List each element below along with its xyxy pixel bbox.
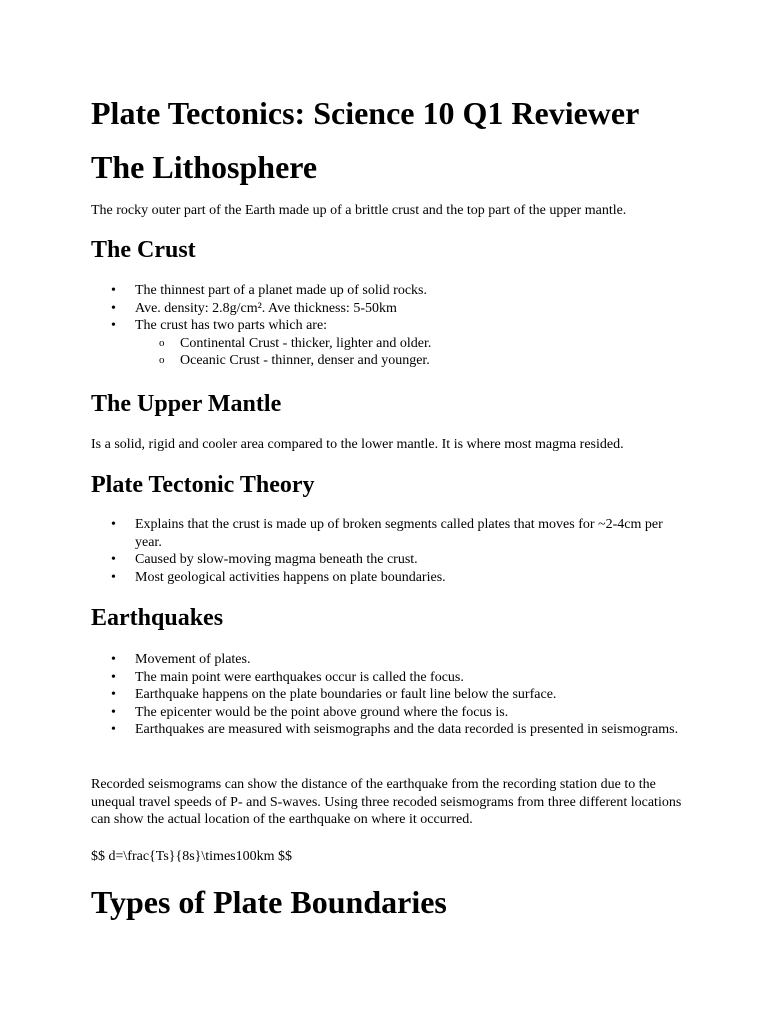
list-item: • Earthquakes are measured with seismographs and the data recorded is presented in seismograms.	[91, 721, 681, 739]
list-item-label: The crust has two parts which are:	[135, 318, 328, 333]
document-title: Plate Tectonics: Science 10 Q1 Reviewer	[91, 95, 640, 131]
upper-mantle-paragraph: Is a solid, rigid and cooler area compared to the lower mantle. It is where most magma resided.	[91, 437, 624, 452]
list-item: • Caused by slow-moving magma beneath the crust.	[91, 551, 681, 569]
section-heading-plate-tectonic-theory: Plate Tectonic Theory	[91, 472, 315, 498]
list-item: • The epicenter would be the point above ground where the focus is.	[91, 704, 681, 722]
theory-list	[91, 516, 681, 586]
list-item: • The main point were earthquakes occur is called the focus.	[91, 669, 681, 687]
distance-formula: $$ d=\frac{Ts}{8s}\times100km $$	[91, 849, 292, 864]
list-item: • Earthquake happens on the plate boundaries or fault line below the surface.	[91, 686, 681, 704]
section-heading-plate-boundaries: Types of Plate Boundaries	[91, 884, 447, 920]
list-item: • Most geological activities happens on plate boundaries.	[91, 569, 681, 587]
section-heading-crust: The Crust	[91, 237, 196, 263]
crust-sublist	[135, 335, 681, 370]
section-heading-earthquakes: Earthquakes	[91, 605, 224, 631]
sub-list-item: o Continental Crust - thicker, lighter and older.	[135, 335, 681, 353]
section-heading-upper-mantle: The Upper Mantle	[91, 391, 282, 417]
earthquakes-list	[91, 651, 681, 739]
crust-list	[91, 282, 681, 370]
list-item: • Ave. density: 2.8g/cm². Ave thickness: 5-50km	[91, 300, 681, 318]
sub-list-item: o Oceanic Crust - thinner, denser and younger.	[135, 352, 681, 370]
section-heading-lithosphere: The Lithosphere	[91, 149, 318, 185]
lithosphere-paragraph: The rocky outer part of the Earth made up of a brittle crust and the top part of the upper mantle.	[91, 203, 627, 218]
list-item	[91, 317, 681, 370]
list-item: • The thinnest part of a planet made up of solid rocks.	[91, 282, 681, 300]
list-item: • Movement of plates.	[91, 651, 681, 669]
list-item: • Explains that the crust is made up of broken segments called plates that moves for ~2-4cm per year.	[91, 516, 681, 551]
seismogram-paragraph: Recorded seismograms can show the distance of the earthquake from the recording station due to the unequal travel speeds of P- and S-waves. Using three recoded seismograms from three different locations can show the actual location of the earthquake on where it occurred.	[91, 777, 682, 827]
